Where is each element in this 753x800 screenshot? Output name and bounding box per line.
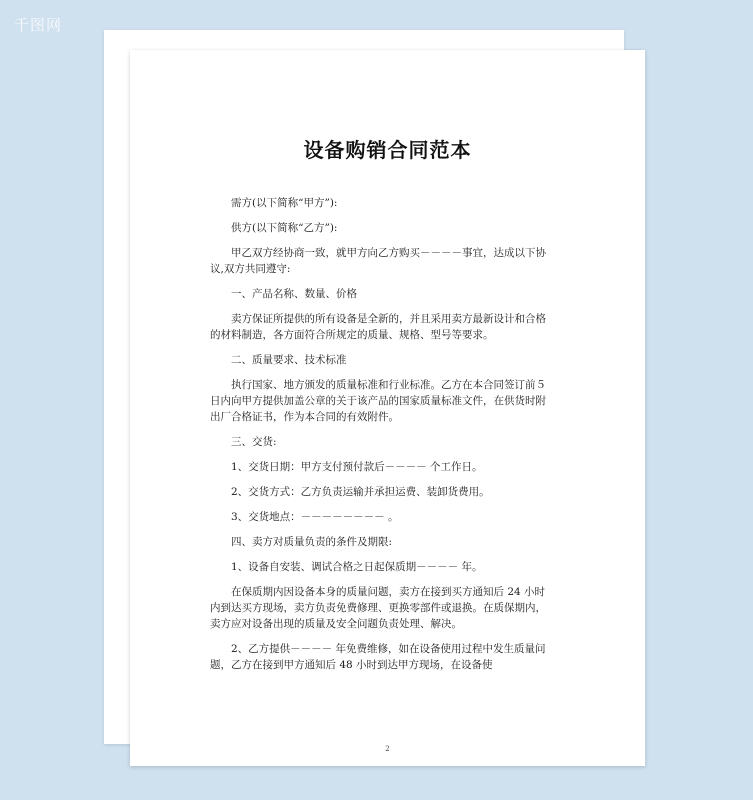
- paragraph-warranty-period: 1、设备自安装、调试合格之日起保质期－－－－ 年。: [231, 561, 483, 573]
- paragraph-supplier: 供方(以下简称“乙方”):: [231, 222, 338, 234]
- paragraph-product: 卖方保证所提供的所有设备是全新的，并且采用卖方最新设计和合格的材料制造，各方面符合所规定的质量、规格、型号等要求。: [210, 313, 546, 341]
- document-body: [210, 195, 548, 682]
- document-page: [130, 50, 645, 766]
- heading-product: 一、产品名称、数量、价格: [231, 288, 357, 300]
- paragraph-delivery-method: 2、交货方式：乙方负责运输并承担运费、装卸货费用。: [231, 486, 490, 498]
- paragraph-intro: 甲乙双方经协商一致，就甲方向乙方购买－－－－事宜，达成以下协议,双方共同遵守:: [210, 247, 546, 275]
- paragraph-delivery-place: 3、交货地点：－－－－－－－－ 。: [231, 511, 399, 523]
- paragraph-buyer: 需方(以下简称“甲方”):: [231, 197, 338, 209]
- watermark-text: 千图网: [14, 16, 63, 34]
- paragraph-delivery-date: 1、交货日期：甲方支付预付款后－－－－ 个工作日。: [231, 461, 483, 473]
- document-title: 设备购销合同范本: [303, 138, 472, 162]
- page-number: 2: [385, 745, 390, 753]
- paragraph-free-repair: 2、乙方提供－－－－ 年免费维修，如在设备使用过程中发生质量问题，乙方在接到甲方通知后 48 小时到达甲方现场，在设备使: [210, 643, 546, 671]
- heading-warranty: 四、卖方对质量负责的条件及期限:: [231, 536, 393, 548]
- heading-delivery: 三、交货:: [231, 436, 277, 448]
- heading-quality: 二、质量要求、技术标准: [231, 354, 347, 366]
- paragraph-warranty-service: 在保质期内因设备本身的质量问题，卖方在接到买方通知后 24 小时内到达买方现场，卖方负责免费修理、更换零部件或退换。在质保期内，卖方应对设备出现的质量及安全问题负责处理、解决。: [210, 586, 546, 630]
- paragraph-quality: 执行国家、地方颁发的质量标准和行业标准。乙方在本合同签订前５日内向甲方提供加盖公章的关于该产品的国家质量标准文件，在供货时附出厂合格证书，作为本合同的有效附件。: [210, 379, 546, 423]
